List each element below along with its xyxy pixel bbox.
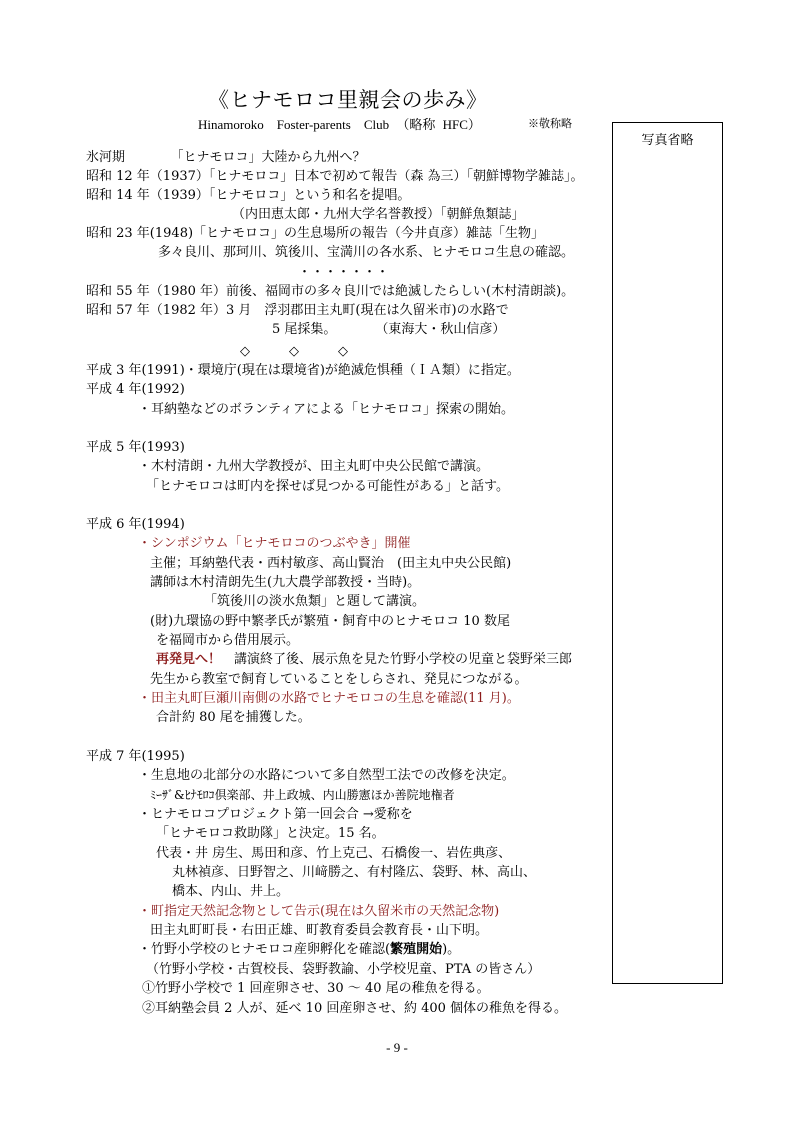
page-title: 《ヒナモロコ里親会の歩み》 [208, 88, 488, 112]
timeline-line: 代表・井 房生、馬田和彦、竹上克己、石橋俊一、岩佐典彦、 [156, 846, 512, 861]
timeline-line: を福岡市から借用展示。 [156, 633, 300, 648]
timeline-line: 橋本、内山、井上。 [172, 884, 290, 899]
page-subtitle: Hinamoroko Foster-parents Club （略称 HFC） [198, 117, 481, 132]
timeline-line: 昭和 14 年（1939）「ヒナモロコ」という和名を提唱。 [86, 188, 411, 203]
rediscovery-heading: 再発見へ！ [156, 652, 222, 667]
timeline-line-rest: 講演終了後、展示魚を見た竹野小学校の児童と袋野栄三郎 [221, 652, 573, 667]
timeline-line [156, 651, 572, 669]
timeline-line: 昭和 12 年（1937）「ヒナモロコ」日本で初めて報告（森 為三）「朝鮮博物学雑誌」。 [86, 169, 584, 184]
timeline-line: 昭和 55 年（1980 年）前後、福岡市の多々良川では絶滅したらしい(木村清朗談)。 [86, 284, 575, 299]
timeline-line-start: ・竹野小学校のヒナモロコ産卵孵化を確認( [138, 942, 391, 957]
year-heading: 平成 7 年(1995) [86, 749, 185, 764]
timeline-line: ・木村清朗・九州大学教授が、田主丸町中央公民館で講演。 [138, 459, 490, 474]
timeline-line: ②耳納塾会員 2 人が、延べ 10 回産卵させ、約 400 個体の稚魚を得る。 [142, 1001, 568, 1016]
timeline-line: 講師は木村清朗先生(九大農学部教授・当時)。 [150, 575, 421, 590]
timeline-line: 昭和 23 年(1948)「ヒナモロコ」の生息場所の報告（今井貞彦）雑誌「生物」 [86, 226, 545, 241]
honorific-note: ※敬称略 [528, 118, 572, 130]
timeline-line: 「ヒナモロコは町内を探せば見つかる可能性がある」と話す。 [146, 479, 509, 494]
timeline-line: ﾐｰｻﾞ&ﾋﾅﾓﾛｺ倶楽部、井上政城、内山勝憲ほか善院地権者 [150, 788, 455, 802]
timeline-line: 氷河期 「ヒナモロコ」大陸から九州へ？ [86, 150, 366, 165]
timeline-line: (財)九環協の野中繁孝氏が繁殖・飼育中のヒナモロコ 10 数尾 [150, 614, 510, 629]
photo-placeholder-label: 写真省略 [641, 133, 694, 148]
timeline-line [138, 941, 460, 959]
timeline-line: 昭和 57 年（1982 年）3 月 浮羽郡田主丸町(現在は久留米市)の水路で [86, 303, 509, 318]
timeline-line: 平成 3 年(1991)・環境庁(現在は環境省)が絶滅危惧種（ＩＡ類）に指定。 [86, 363, 520, 378]
highlighted-event: ・町指定天然記念物として告示(現在は久留米市の天然記念物) [138, 904, 500, 919]
timeline-line: ・生息地の北部分の水路について多自然型工法での改修を決定。 [138, 768, 515, 783]
separator-dots: ・・・・・・・ [298, 265, 390, 280]
timeline-line: ・耳納塾などのボランティアによる「ヒナモロコ」探索の開始。 [138, 402, 514, 417]
timeline-line: 多々良川、那珂川、筑後川、宝満川の各水系、ヒナモロコ生息の確認。 [158, 245, 575, 260]
year-heading: 平成 4 年(1992) [86, 382, 185, 397]
timeline-line: 田主丸町町長・右田正雄、町教育委員会教育長・山下明。 [150, 923, 489, 938]
timeline-line: （内田恵太郎・九州大学名誉教授）「朝鮮魚類誌」 [232, 207, 525, 222]
timeline-line-rest: )。 [442, 942, 461, 957]
timeline-line: 「筑後川の淡水魚類」と題して講演。 [204, 594, 426, 609]
timeline-line: 「ヒナモロコ救助隊」と決定。15 名。 [156, 826, 385, 841]
separator-diamonds: ◇ ◇ ◇ [240, 344, 348, 359]
timeline-line: 合計約 80 尾を捕獲した。 [156, 710, 311, 725]
highlighted-event: ・シンポジウム「ヒナモロコのつぶやき」開催 [138, 536, 411, 551]
timeline-line: 主催；耳納塾代表・西村敏彦、高山賢治 (田主丸中央公民館) [150, 556, 512, 571]
timeline-line: 先生から教室で飼育していることをしらされ、発見につながる。 [150, 672, 528, 687]
timeline-line: 5 尾採集。 （東海大・秋山信彦） [272, 322, 506, 337]
timeline-line: ・ヒナモロコプロジェクト第一回会合 →愛称を [138, 807, 413, 822]
year-heading: 平成 6 年(1994) [86, 517, 185, 532]
page-number: - 9 - [386, 1040, 408, 1055]
timeline-line: 丸林禎彦、日野智之、川﨑勝之、有村隆広、袋野、林、高山、 [172, 865, 537, 880]
timeline-line: ①竹野小学校で 1 回産卵させ、30 ～ 40 尾の稚魚を得る。 [142, 981, 490, 996]
breeding-start-label: 繁殖開始 [390, 942, 443, 957]
timeline-line: （竹野小学校・古賀校長、袋野教諭、小学校児童、PTA の皆さん） [146, 962, 541, 977]
highlighted-event: ・田主丸町巨瀬川南側の水路でヒナモロコの生息を確認(11 月)。 [138, 691, 520, 706]
year-heading: 平成 5 年(1993) [86, 440, 185, 455]
